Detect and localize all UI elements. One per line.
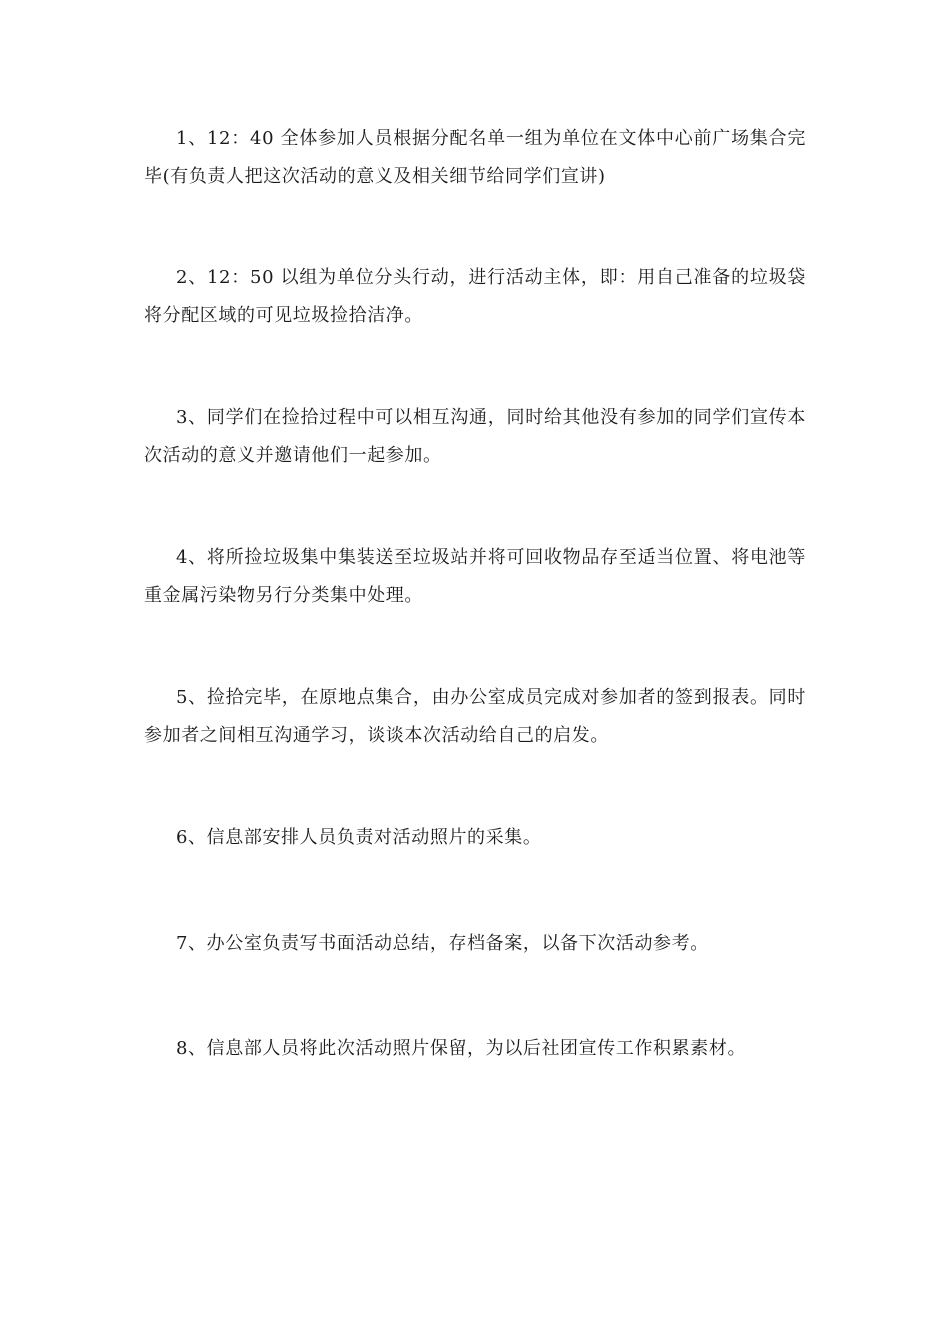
step-paragraph-8: 8、信息部人员将此次活动照片保留，为以后社团宣传工作积累素材。 [176, 1038, 747, 1059]
step-paragraph-4: 4、将所捡垃圾集中集装送至垃圾站并将可回收物品存至适当位置、将电池等重金属污染物另行分类集中处理。 [144, 547, 806, 606]
step-paragraph-2: 2、12：50 以组为单位分头行动，进行活动主体，即：用自己准备的垃圾袋将分配区域的可见垃圾捡拾洁净。 [144, 267, 806, 326]
step-paragraph-5: 5、捡拾完毕，在原地点集合，由办公室成员完成对参加者的签到报表。同时参加者之间相互沟通学习，谈谈本次活动给自己的启发。 [144, 687, 806, 746]
step-paragraph-7: 7、办公室负责写书面活动总结，存档备案，以备下次活动参考。 [176, 933, 709, 954]
step-paragraph-6: 6、信息部安排人员负责对活动照片的采集。 [176, 827, 542, 848]
step-paragraph-3: 3、同学们在捡拾过程中可以相互沟通，同时给其他没有参加的同学们宣传本次活动的意义并邀请他们一起参加。 [144, 407, 806, 466]
step-paragraph-1: 1、12：40 全体参加人员根据分配名单一组为单位在文体中心前广场集合完毕(有负责人把这次活动的意义及相关细节给同学们宣讲) [144, 128, 806, 187]
